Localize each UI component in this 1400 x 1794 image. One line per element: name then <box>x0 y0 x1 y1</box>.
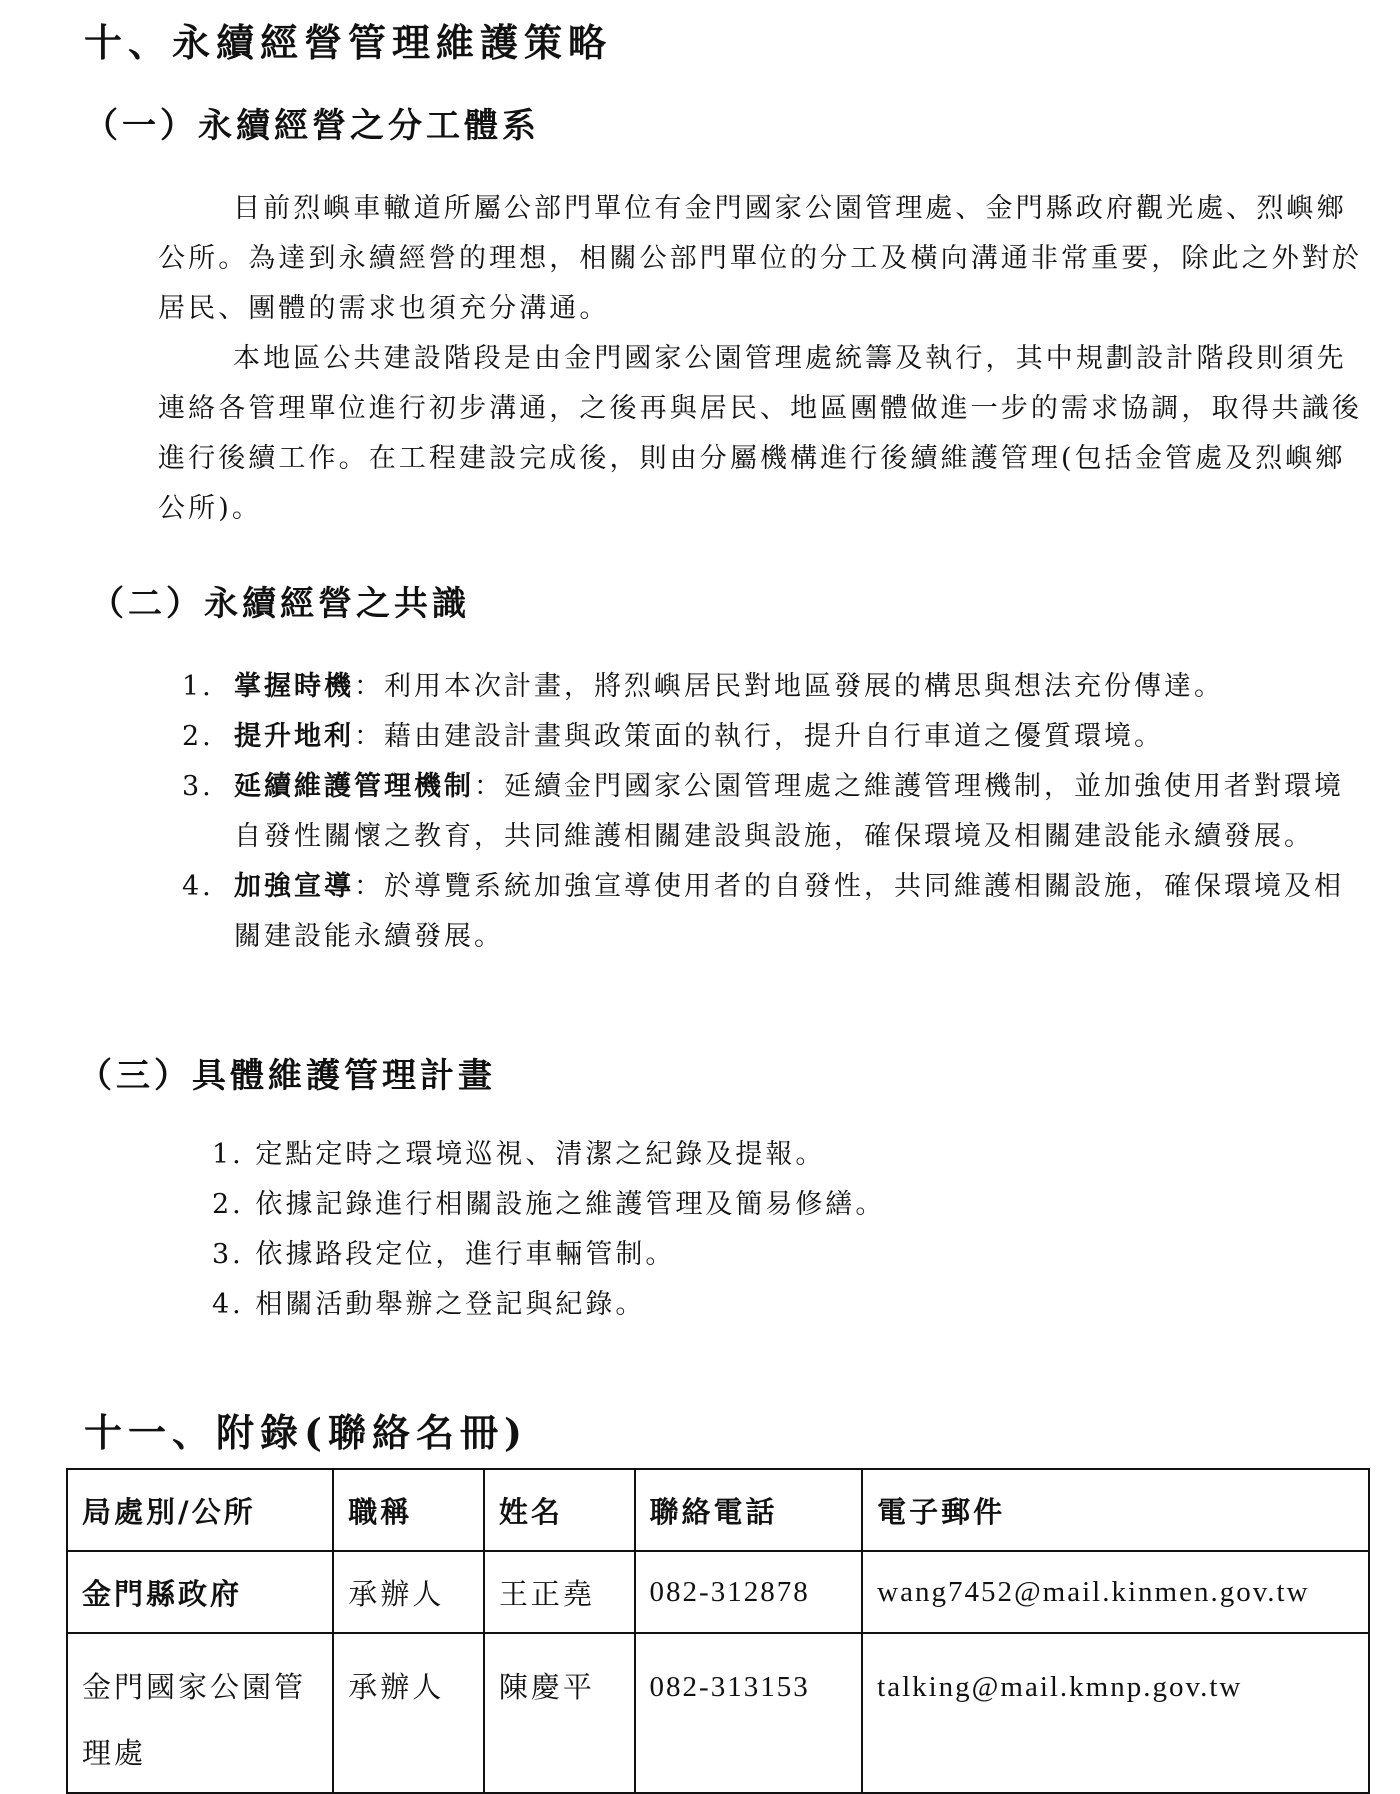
list-number: 1. <box>182 671 214 702</box>
table-cell-title: 承辦人 <box>333 1551 484 1633</box>
table-cell-org: 金門國家公園管理處 <box>67 1633 333 1793</box>
subsection-2-heading: （二）永續經營之共識 <box>90 584 470 624</box>
list-text: ：利用本次計畫，將烈嶼居民對地區發展的構思與想法充份傳達。 <box>354 671 1224 702</box>
list-keyword: 提升地利 <box>234 721 354 752</box>
column-header: 聯絡電話 <box>635 1469 863 1551</box>
table-cell-email: wang7452@mail.kinmen.gov.tw <box>862 1551 1369 1633</box>
list-item: 4. 相關活動舉辦之登記與紀錄。 <box>212 1289 646 1320</box>
paragraph: 本地區公共建設階段是由金門國家公園管理處統籌及執行，其中規劃設計階段則須先連絡各管理單位進行初步溝通，之後再與居民、地區團體做進一步的需求協調，取得共識後進行後續工作。在工程建設完成後，則由分屬機構進行後續維護管理(包括金管處及烈嶼鄉公所)。 <box>158 343 1362 524</box>
subsection-3-heading: （三）具體維護管理計畫 <box>78 1056 496 1096</box>
table-row <box>67 1633 1369 1793</box>
list-item <box>182 662 1372 712</box>
column-header: 電子郵件 <box>862 1469 1369 1551</box>
maintenance-plan-list <box>212 1130 885 1330</box>
table-cell-phone: 082-313153 <box>635 1633 863 1793</box>
table-cell-name: 陳慶平 <box>484 1633 635 1793</box>
table-row <box>67 1551 1369 1633</box>
consensus-list <box>182 662 1372 962</box>
list-item <box>182 762 1372 862</box>
paragraph: 目前烈嶼車轍道所屬公部門單位有金門國家公園管理處、金門縣政府觀光處、烈嶼鄉公所。為達到永續經營的理想，相關公部門單位的分工及橫向溝通非常重要，除此之外對於居民、團體的需求也須充分溝通。 <box>158 193 1362 324</box>
column-header: 局處別/公所 <box>67 1469 333 1551</box>
contact-table <box>66 1468 1370 1794</box>
list-item: 1. 定點定時之環境巡視、清潔之紀錄及提報。 <box>212 1139 826 1170</box>
list-item <box>182 862 1372 962</box>
list-text: ：藉由建設計畫與政策面的執行，提升自行車道之優質環境。 <box>354 721 1164 752</box>
list-number: 2. <box>182 721 214 752</box>
list-keyword: 加強宣導 <box>234 871 354 902</box>
table-cell-name: 王正堯 <box>484 1551 635 1633</box>
section-10-title: 十、永續經營管理維護策略 <box>84 20 613 65</box>
list-number: 3. <box>182 771 214 802</box>
table-cell-org: 金門縣政府 <box>67 1551 333 1633</box>
list-item: 3. 依據路段定位，進行車輛管制。 <box>212 1239 676 1270</box>
list-text: ：延續金門國家公園管理處之維護管理機制，並加強使用者對環境自發性關懷之教育，共同維護相關建設與設施，確保環境及相關建設能永續發展。 <box>234 771 1344 852</box>
table-cell-phone: 082-312878 <box>635 1551 863 1633</box>
list-item: 2. 依據記錄進行相關設施之維護管理及簡易修繕。 <box>212 1189 886 1220</box>
list-number: 4. <box>182 871 214 902</box>
list-keyword: 延續維護管理機制 <box>234 771 474 802</box>
table-cell-email: talking@mail.kmnp.gov.tw <box>862 1633 1369 1793</box>
list-item <box>182 712 1372 762</box>
list-text: ：於導覽系統加強宣導使用者的自發性，共同維護相關設施，確保環境及相關建設能永續發展。 <box>234 871 1344 952</box>
column-header: 姓名 <box>484 1469 635 1551</box>
section-11-title: 十一、附錄(聯絡名冊) <box>84 1410 528 1455</box>
column-header: 職稱 <box>333 1469 484 1551</box>
list-keyword: 掌握時機 <box>234 671 354 702</box>
table-cell-title: 承辦人 <box>333 1633 484 1793</box>
subsection-1-body <box>158 184 1368 534</box>
table-header-row <box>67 1469 1369 1551</box>
subsection-1-heading: （一）永續經營之分工體系 <box>84 106 540 146</box>
